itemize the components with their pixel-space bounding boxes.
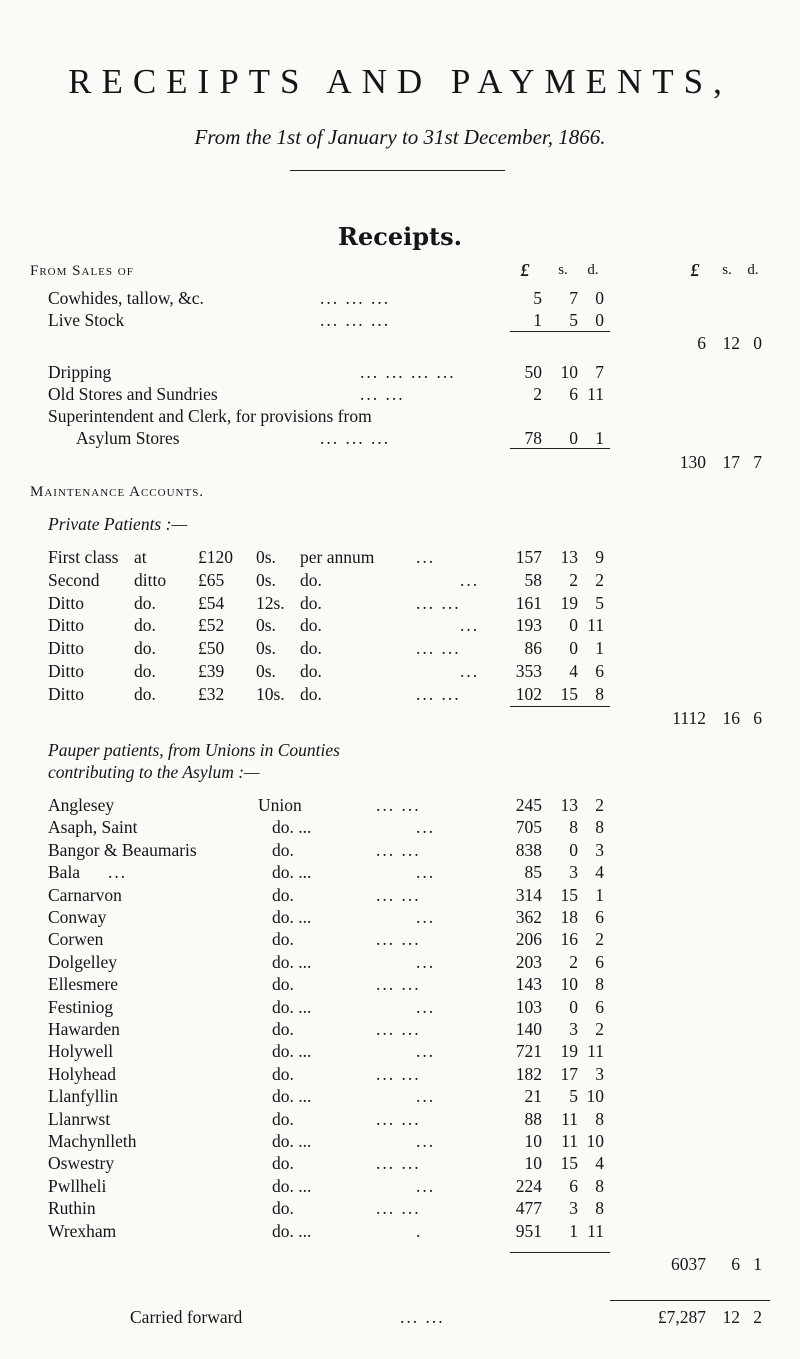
pauper-union-word: do. ... xyxy=(272,996,312,1017)
pauper-row-shillings: 3 xyxy=(569,862,578,883)
pauper-union-word: do. ... xyxy=(272,862,312,883)
sales-item-dots: ... ... ... xyxy=(320,310,391,330)
pauper-union-word: do. ... xyxy=(272,1220,312,1241)
pauper-row-shillings: 0 xyxy=(569,996,578,1017)
pauper-union-word: do. xyxy=(272,929,294,950)
private-dots: ... xyxy=(460,661,480,681)
pauper-row-pounds: 88 xyxy=(524,1108,542,1129)
private-row-shillings: 4 xyxy=(569,661,578,681)
private-row-pence: 6 xyxy=(595,661,604,681)
pauper-union-word: do. ... xyxy=(272,1041,312,1062)
private-per: do. xyxy=(300,570,322,590)
pauper-row-pounds: 224 xyxy=(515,1175,542,1196)
pauper-union-word: do. ... xyxy=(272,1086,312,1107)
private-dots: ... xyxy=(460,570,480,590)
pauper-row-pounds: 705 xyxy=(515,817,542,838)
other-item-pence: 1 xyxy=(595,428,604,448)
pauper-row-shillings: 13 xyxy=(560,795,578,815)
pauper-row-shillings: 15 xyxy=(560,884,578,905)
pauper-union-word: do. xyxy=(272,884,294,905)
pauper-dots: ... xyxy=(416,996,436,1017)
pauper-row-pounds: 103 xyxy=(515,996,542,1017)
other-item-name: Asylum Stores xyxy=(76,428,180,448)
private-dots: ... xyxy=(416,547,436,567)
pauper-union-name: Holyhead xyxy=(48,1063,117,1084)
other-item-shillings: 6 xyxy=(569,384,578,404)
col-header-shillings-1: s. xyxy=(558,262,568,278)
sales-item-name: Cowhides, tallow, &c. xyxy=(48,288,204,308)
private-rate: £120 xyxy=(198,547,233,567)
pauper-union-name: Pwllheli xyxy=(48,1175,107,1196)
pauper-row-pence: 8 xyxy=(595,817,604,838)
sales-item-pounds: 1 xyxy=(533,310,542,330)
pauper-dots: ... xyxy=(416,1041,436,1062)
private-row-pence: 1 xyxy=(595,638,604,658)
pauper-row-shillings: 1 xyxy=(569,1220,578,1241)
private-subtotal-rule xyxy=(510,706,610,707)
carried-forward-shillings: 12 xyxy=(722,1307,740,1327)
pauper-row-pounds: 721 xyxy=(515,1041,542,1062)
pauper-union-name: Corwen xyxy=(48,929,104,950)
private-rate: £50 xyxy=(198,638,225,658)
pauper-union-word: do. ... xyxy=(272,1131,312,1151)
pauper-row-pounds: 182 xyxy=(515,1063,542,1084)
sales-item-pence: 0 xyxy=(595,288,604,308)
pauper-row-shillings: 17 xyxy=(560,1063,578,1084)
private-row-pounds: 161 xyxy=(515,593,542,613)
sales-item-shillings: 5 xyxy=(569,310,578,330)
carried-forward-pounds: £7,287 xyxy=(657,1307,706,1327)
pauper-row-pence: 11 xyxy=(587,1220,604,1241)
pauper-row-shillings: 10 xyxy=(560,974,578,995)
sales-subtotal-rule xyxy=(510,331,610,332)
other-item-pounds: 78 xyxy=(524,428,542,448)
pauper-dots: ... ... xyxy=(376,1108,421,1129)
pauper-row-shillings: 3 xyxy=(569,1198,578,1219)
private-class: Ditto xyxy=(48,593,84,613)
pauper-row-shillings: 8 xyxy=(569,817,578,838)
private-shillings-rate: 10s. xyxy=(256,684,285,704)
other-item-name: Dripping xyxy=(48,362,112,382)
private-row-pounds: 193 xyxy=(515,615,542,635)
pauper-row-pounds: 951 xyxy=(515,1220,542,1241)
private-patients-label: Private Patients :— xyxy=(48,514,188,534)
pauper-row-shillings: 0 xyxy=(569,839,578,860)
other-item-shillings: 0 xyxy=(569,428,578,448)
other-subtotal-pence: 7 xyxy=(753,452,762,472)
private-rate: £52 xyxy=(198,615,225,635)
pauper-union-word: do. ... xyxy=(272,1175,312,1196)
pauper-prefix-dots: ... xyxy=(108,862,128,883)
private-class: Ditto xyxy=(48,615,84,635)
pauper-union-name: Bangor & Beaumaris xyxy=(48,839,197,860)
pauper-dots: ... xyxy=(416,1086,436,1107)
pauper-row-pence: 6 xyxy=(595,907,604,927)
title-divider xyxy=(290,170,505,171)
col-header-pence-1: d. xyxy=(587,262,599,278)
pauper-union-name: Asaph, Saint xyxy=(48,817,138,838)
pauper-row-pence: 2 xyxy=(595,795,604,815)
pauper-union-name: Festiniog xyxy=(48,996,114,1017)
pauper-subtotal-rule xyxy=(510,1252,610,1253)
private-rate: £65 xyxy=(198,570,225,590)
private-row-shillings: 19 xyxy=(560,593,578,613)
pauper-dots: ... ... xyxy=(376,1019,421,1039)
pauper-row-pounds: 838 xyxy=(515,839,542,860)
pauper-row-pounds: 21 xyxy=(524,1086,542,1107)
private-ditto: ditto xyxy=(134,570,167,590)
pauper-row-pence: 6 xyxy=(595,996,604,1017)
other-item-pence: 11 xyxy=(587,384,604,404)
pauper-dots: ... xyxy=(416,817,436,838)
pauper-row-pence: 8 xyxy=(595,974,604,995)
pauper-dots: ... xyxy=(416,907,436,927)
pauper-row-pounds: 206 xyxy=(515,929,542,950)
col-header-pence-2: d. xyxy=(747,262,759,278)
private-rate: £32 xyxy=(198,684,225,704)
pauper-dots: ... ... xyxy=(376,1153,421,1174)
pauper-dots: ... ... xyxy=(376,1198,421,1219)
private-shillings-rate: 12s. xyxy=(256,593,285,613)
pauper-union-name: Machynlleth xyxy=(48,1131,137,1151)
private-rate: £54 xyxy=(198,593,225,613)
pauper-row-pounds: 143 xyxy=(515,974,542,995)
pauper-row-pence: 11 xyxy=(587,1041,604,1062)
other-item-dots: ... ... ... ... xyxy=(360,362,456,382)
private-row-pounds: 157 xyxy=(515,547,542,567)
private-class: Ditto xyxy=(48,638,84,658)
sales-item-pounds: 5 xyxy=(533,288,542,308)
private-ditto: do. xyxy=(134,615,156,635)
private-ditto: do. xyxy=(134,684,156,704)
pauper-union-word: do. xyxy=(272,1153,294,1174)
pauper-row-pounds: 10 xyxy=(524,1131,542,1151)
pauper-subtotal-pence: 1 xyxy=(753,1254,762,1274)
pauper-union-word: do. xyxy=(272,1063,294,1084)
pauper-row-pence: 4 xyxy=(595,862,604,883)
pauper-union-name: Oswestry xyxy=(48,1153,115,1174)
pauper-row-pence: 1 xyxy=(595,884,604,905)
other-subtotal-shillings: 17 xyxy=(722,452,740,472)
pauper-row-pounds: 314 xyxy=(515,884,542,905)
private-dots: ... ... xyxy=(416,638,461,658)
private-rate: £39 xyxy=(198,661,225,681)
pauper-union-name: Anglesey xyxy=(48,795,115,815)
pauper-row-pence: 4 xyxy=(595,1153,604,1174)
pauper-dots: . xyxy=(416,1220,423,1241)
private-class: Ditto xyxy=(48,661,84,681)
private-row-shillings: 15 xyxy=(560,684,578,704)
pauper-row-pence: 10 xyxy=(586,1131,604,1151)
pauper-subtotal-shillings: 6 xyxy=(731,1254,740,1274)
private-dots: ... ... xyxy=(416,684,461,704)
pauper-row-shillings: 11 xyxy=(561,1131,578,1151)
pauper-dots: ... ... xyxy=(376,1063,421,1084)
pauper-union-name: Hawarden xyxy=(48,1019,120,1039)
pauper-row-shillings: 19 xyxy=(560,1041,578,1062)
sales-section-label: From Sales of xyxy=(30,263,134,279)
other-item-pounds: 50 xyxy=(524,362,542,382)
sales-subtotal-pounds: 6 xyxy=(697,333,706,353)
private-subtotal-pence: 6 xyxy=(753,708,762,728)
pauper-union-name: Dolgelley xyxy=(48,951,118,972)
pauper-label-2: contributing to the Asylum :— xyxy=(48,762,260,782)
private-row-pence: 8 xyxy=(595,684,604,704)
carried-forward-label: Carried forward xyxy=(130,1307,243,1327)
private-ditto: do. xyxy=(134,593,156,613)
pauper-union-name: Ruthin xyxy=(48,1198,96,1219)
pauper-union-word: do. ... xyxy=(272,907,312,927)
pauper-union-word: Union xyxy=(258,795,302,815)
sales-subtotal-pence: 0 xyxy=(753,333,762,353)
pauper-row-pence: 2 xyxy=(595,1019,604,1039)
private-row-pence: 2 xyxy=(595,570,604,590)
private-per: do. xyxy=(300,638,322,658)
pauper-row-pence: 8 xyxy=(595,1175,604,1196)
page-title: RECEIPTS AND PAYMENTS, xyxy=(68,62,732,101)
pauper-union-word: do. xyxy=(272,1198,294,1219)
page-subtitle: From the 1st of January to 31st December, 1866. xyxy=(194,125,606,149)
pauper-dots: ... xyxy=(416,951,436,972)
pauper-union-name: Llanfyllin xyxy=(48,1086,118,1107)
private-class: Ditto xyxy=(48,684,84,704)
carried-forward-rule xyxy=(610,1300,770,1301)
pauper-row-pence: 2 xyxy=(595,929,604,950)
pauper-row-pence: 8 xyxy=(595,1198,604,1219)
pauper-union-name: Ellesmere xyxy=(48,974,118,995)
private-ditto: at xyxy=(134,547,147,567)
pauper-row-shillings: 15 xyxy=(560,1153,578,1174)
pauper-row-shillings: 6 xyxy=(569,1175,578,1196)
pauper-row-pounds: 10 xyxy=(524,1153,542,1174)
pauper-union-name: Holywell xyxy=(48,1041,114,1062)
pauper-dots: ... ... xyxy=(376,974,421,995)
other-item-dots: ... ... xyxy=(360,384,405,404)
private-row-shillings: 0 xyxy=(569,638,578,658)
sales-subtotal-shillings: 12 xyxy=(722,333,740,353)
other-subtotal-pounds: 130 xyxy=(679,452,706,472)
pauper-row-pence: 8 xyxy=(595,1108,604,1129)
private-per: do. xyxy=(300,593,322,613)
private-row-shillings: 0 xyxy=(569,615,578,635)
other-item-dots: ... ... ... xyxy=(320,428,391,448)
col-header-shillings-2: s. xyxy=(722,262,732,278)
pauper-row-pounds: 362 xyxy=(515,907,542,927)
carried-forward-dots: ... ... xyxy=(400,1307,445,1327)
sales-item-pence: 0 xyxy=(595,310,604,330)
private-row-pence: 11 xyxy=(587,615,604,635)
private-class: First class xyxy=(48,547,119,567)
pauper-dots: ... ... xyxy=(376,884,421,905)
private-per: do. xyxy=(300,684,322,704)
private-per: per annum xyxy=(300,547,375,567)
private-shillings-rate: 0s. xyxy=(256,547,276,567)
pauper-row-pounds: 85 xyxy=(524,862,542,883)
pauper-dots: ... xyxy=(416,1175,436,1196)
private-row-pounds: 353 xyxy=(515,661,542,681)
pauper-row-shillings: 16 xyxy=(560,929,578,950)
sales-item-dots: ... ... ... xyxy=(320,288,391,308)
sales-item-shillings: 7 xyxy=(569,288,578,308)
private-row-pence: 5 xyxy=(595,593,604,613)
private-shillings-rate: 0s. xyxy=(256,661,276,681)
private-row-pence: 9 xyxy=(595,547,604,567)
pauper-dots: ... ... xyxy=(376,929,421,950)
pauper-row-pence: 3 xyxy=(595,839,604,860)
pauper-row-pounds: 203 xyxy=(515,951,542,972)
other-item-name: Old Stores and Sundries xyxy=(48,384,218,404)
pauper-union-name: Carnarvon xyxy=(48,884,122,905)
col-header-pounds-2: £ xyxy=(690,260,700,280)
carried-forward-pence: 2 xyxy=(753,1307,762,1327)
private-per: do. xyxy=(300,615,322,635)
private-ditto: do. xyxy=(134,638,156,658)
other-item-shillings: 10 xyxy=(560,362,578,382)
pauper-dots: ... xyxy=(416,862,436,883)
sales-item-name: Live Stock xyxy=(48,310,125,330)
pauper-union-name: Bala xyxy=(48,862,81,883)
other-item-name: Superintendent and Clerk, for provisions from xyxy=(48,406,372,426)
private-per: do. xyxy=(300,661,322,681)
private-ditto: do. xyxy=(134,661,156,681)
pauper-union-word: do. xyxy=(272,839,294,860)
private-row-shillings: 13 xyxy=(560,547,578,567)
pauper-union-word: do. xyxy=(272,1019,294,1039)
pauper-row-pence: 3 xyxy=(595,1063,604,1084)
pauper-row-shillings: 5 xyxy=(569,1086,578,1107)
receipts-heading: Receipts. xyxy=(338,222,462,251)
other-item-pence: 7 xyxy=(595,362,604,382)
private-class: Second xyxy=(48,570,100,590)
pauper-union-name: Wrexham xyxy=(48,1220,117,1241)
pauper-union-word: do. xyxy=(272,1108,294,1129)
pauper-union-word: do. ... xyxy=(272,817,312,838)
pauper-row-shillings: 2 xyxy=(569,951,578,972)
pauper-union-name: Llanrwst xyxy=(48,1108,111,1129)
private-shillings-rate: 0s. xyxy=(256,638,276,658)
pauper-row-pounds: 245 xyxy=(515,795,542,815)
other-item-pounds: 2 xyxy=(533,384,542,404)
pauper-row-pounds: 477 xyxy=(515,1198,542,1219)
private-row-pounds: 102 xyxy=(515,684,542,704)
private-shillings-rate: 0s. xyxy=(256,570,276,590)
maintenance-section-label: Maintenance Accounts. xyxy=(30,484,205,500)
col-header-pounds-1: £ xyxy=(520,260,530,280)
pauper-row-pence: 6 xyxy=(595,951,604,972)
private-dots: ... ... xyxy=(416,593,461,613)
private-row-shillings: 2 xyxy=(569,570,578,590)
private-subtotal-shillings: 16 xyxy=(722,708,740,728)
other-subtotal-rule xyxy=(510,448,610,449)
pauper-row-pounds: 140 xyxy=(515,1019,542,1039)
pauper-row-shillings: 11 xyxy=(561,1108,578,1129)
pauper-dots: ... xyxy=(416,1131,436,1151)
pauper-dots: ... ... xyxy=(376,839,421,860)
pauper-row-shillings: 3 xyxy=(569,1019,578,1039)
pauper-row-shillings: 18 xyxy=(560,907,578,927)
pauper-label-1: Pauper patients, from Unions in Counties xyxy=(48,740,340,760)
pauper-union-word: do. ... xyxy=(272,951,312,972)
pauper-union-word: do. xyxy=(272,974,294,995)
private-shillings-rate: 0s. xyxy=(256,615,276,635)
pauper-union-name: Conway xyxy=(48,907,107,927)
private-dots: ... xyxy=(460,615,480,635)
pauper-dots: ... ... xyxy=(376,795,421,815)
pauper-subtotal-pounds: 6037 xyxy=(671,1254,706,1274)
private-row-pounds: 58 xyxy=(524,570,542,590)
pauper-row-pence: 10 xyxy=(586,1086,604,1107)
private-subtotal-pounds: 1112 xyxy=(672,708,706,728)
private-row-pounds: 86 xyxy=(524,638,542,658)
